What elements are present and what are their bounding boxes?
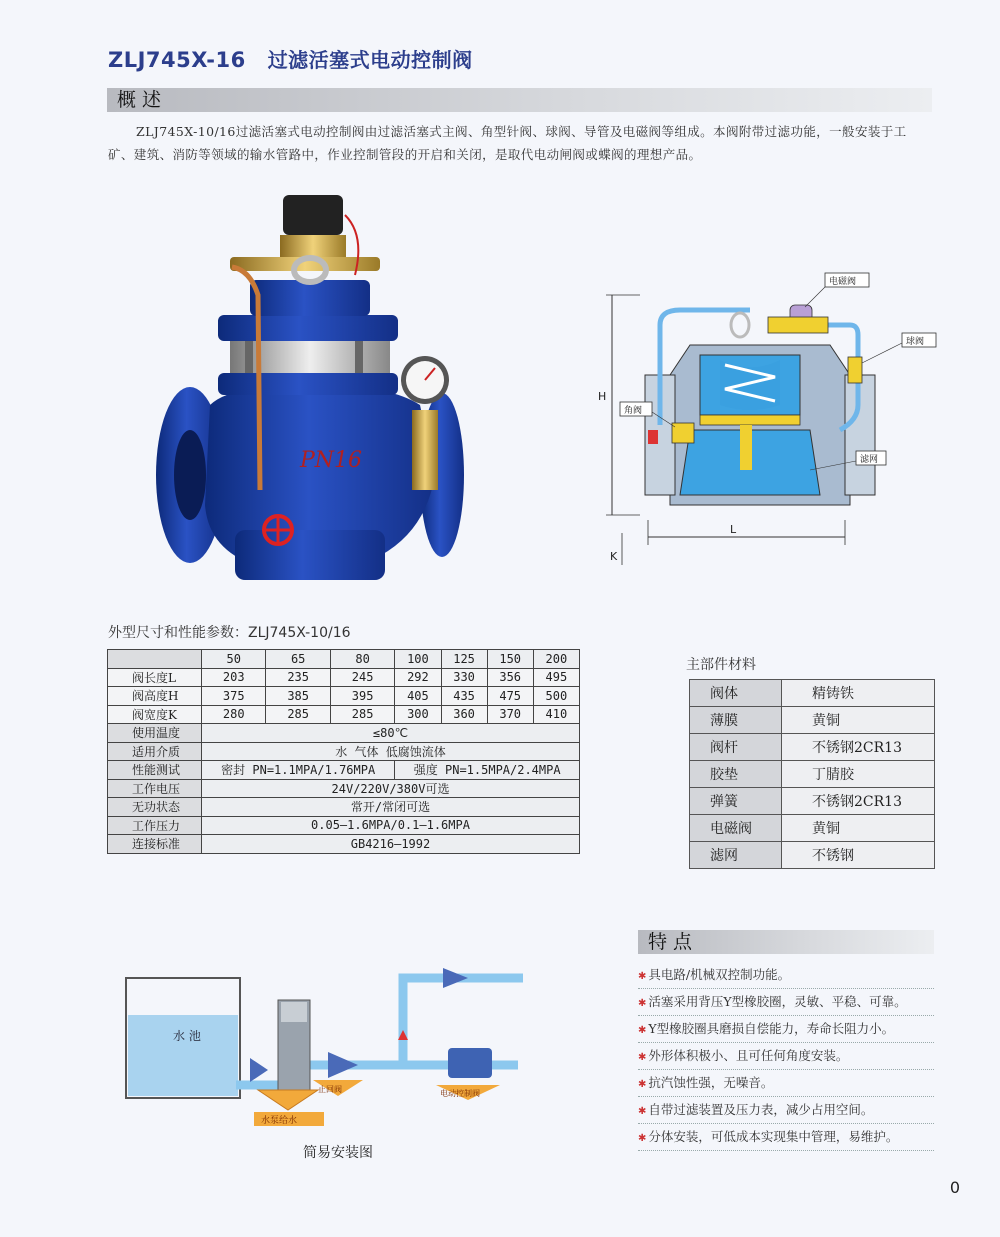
row-label: 工作电压 xyxy=(108,779,202,798)
pressure-marking: PN16 xyxy=(300,448,363,473)
bullet-icon: ✱ xyxy=(638,1106,647,1117)
bullet-icon: ✱ xyxy=(638,998,647,1009)
installation-caption: 简易安装图 xyxy=(303,1145,373,1161)
row-label: 性能测试 xyxy=(108,761,202,780)
table-row xyxy=(108,668,580,687)
table-cell: 375 xyxy=(202,687,266,706)
cross-section-schematic xyxy=(590,265,940,570)
list-item: ✱ 分体安装，可低成本实现集中管理，易维护。 xyxy=(638,1124,934,1151)
table-cell: 360 xyxy=(441,705,487,724)
control-valve xyxy=(448,1048,492,1078)
label-strainer: 滤网 xyxy=(860,455,879,465)
bullet-icon: ✱ xyxy=(638,971,647,982)
overview-text: ZLJ745X-10/16过滤活塞式电动控制阀由过滤活塞式主阀、角型针阀、球阀、导管及电磁阀等组成。本阀附带过滤功能，一般安装于工矿、建筑、消防等领域的输水管路中，作业控制管段的开启和关闭，是取代电动闸阀或蝶阀的理想产品。 xyxy=(108,124,907,162)
table-row xyxy=(690,842,935,869)
table-cell: 292 xyxy=(395,668,441,687)
row-label: 阀宽度K xyxy=(108,705,202,724)
table-cell: 356 xyxy=(487,668,533,687)
part-material: 丁腈胶 xyxy=(782,761,935,788)
dim-k-label: K xyxy=(610,550,618,563)
row-label: 工作压力 xyxy=(108,816,202,835)
table-row xyxy=(108,779,580,798)
part-material: 不锈钢 xyxy=(782,842,935,869)
part-material: 不锈钢2CR13 xyxy=(782,788,935,815)
list-item: ✱ 外形体积极小、且可任何角度安装。 xyxy=(638,1043,934,1070)
table-row xyxy=(108,724,580,743)
part-name: 薄膜 xyxy=(690,707,782,734)
table-cell: 密封 PN=1.1MPA/1.76MPA xyxy=(202,761,395,780)
table-row xyxy=(108,835,580,854)
model-number: ZLJ745X-16 xyxy=(108,48,246,72)
table-cell: 24V/220V/380V可选 xyxy=(202,779,580,798)
page-title xyxy=(108,44,473,73)
row-label: 阀长度L xyxy=(108,668,202,687)
row-label: 连接标准 xyxy=(108,835,202,854)
table-cell: 245 xyxy=(330,668,394,687)
table-row xyxy=(108,816,580,835)
dim-h-label: H xyxy=(598,390,607,403)
table-cell: 0.05—1.6MPA/0.1—1.6MPA xyxy=(202,816,580,835)
table-cell: 285 xyxy=(330,705,394,724)
label-ball-valve: 球阀 xyxy=(906,337,925,347)
bullet-icon: ✱ xyxy=(638,1052,647,1063)
table-cell: 水 气体 低腐蚀流体 xyxy=(202,742,580,761)
table-row xyxy=(690,707,935,734)
size-cell: 65 xyxy=(266,650,330,669)
part-name: 弹簧 xyxy=(690,788,782,815)
table-row xyxy=(690,815,935,842)
part-material: 不锈钢2CR13 xyxy=(782,734,935,761)
check-valve-label: 止回阀 xyxy=(318,1085,342,1094)
row-label: 适用介质 xyxy=(108,742,202,761)
row-label: 无功状态 xyxy=(108,798,202,817)
table-cell: 330 xyxy=(441,668,487,687)
table-cell: 强度 PN=1.5MPA/2.4MPA xyxy=(395,761,580,780)
features-list xyxy=(638,962,934,1151)
specs-table xyxy=(107,649,580,854)
table-cell: 385 xyxy=(266,687,330,706)
solenoid-coil xyxy=(283,195,343,235)
part-material: 精铸铁 xyxy=(782,680,935,707)
table-row xyxy=(108,705,580,724)
table-cell: 203 xyxy=(202,668,266,687)
page-number: 0 xyxy=(949,1178,960,1197)
part-material: 黄铜 xyxy=(782,815,935,842)
water-tank xyxy=(128,1015,238,1096)
dim-l-label: L xyxy=(730,523,737,536)
part-name: 电磁阀 xyxy=(690,815,782,842)
list-item: ✱ 具电路/机械双控制功能。 xyxy=(638,962,934,989)
product-name: 过滤活塞式电动控制阀 xyxy=(267,48,473,72)
materials-table xyxy=(689,679,935,869)
table-cell: 475 xyxy=(487,687,533,706)
part-material: 黄铜 xyxy=(782,707,935,734)
table-row xyxy=(690,680,935,707)
list-item: ✱ 抗汽蚀性强，无噪音。 xyxy=(638,1070,934,1097)
table-cell: 395 xyxy=(330,687,394,706)
part-name: 滤网 xyxy=(690,842,782,869)
steel-cylinder xyxy=(230,341,390,373)
table-cell: 300 xyxy=(395,705,441,724)
part-name: 胶垫 xyxy=(690,761,782,788)
valve-product-photo xyxy=(150,175,470,595)
size-cell: 50 xyxy=(202,650,266,669)
table-cell: 370 xyxy=(487,705,533,724)
specs-caption: 外型尺寸和性能参数：ZLJ745X-10/16 xyxy=(108,625,351,641)
overview-heading: 概述 xyxy=(117,89,168,111)
size-cell: 125 xyxy=(441,650,487,669)
table-row xyxy=(690,734,935,761)
overview-heading-bar xyxy=(107,88,932,112)
label-solenoid-valve: 电磁阀 xyxy=(829,277,857,287)
size-header-row xyxy=(108,650,580,669)
materials-caption: 主部件材料 xyxy=(686,657,756,673)
installation-diagram xyxy=(118,940,528,1135)
control-valve-label: 电动控制阀 xyxy=(440,1089,480,1098)
size-cell: 80 xyxy=(330,650,394,669)
label-angle-valve: 角阀 xyxy=(624,406,643,416)
table-cell: 500 xyxy=(533,687,579,706)
bullet-icon: ✱ xyxy=(638,1025,647,1036)
table-cell: 410 xyxy=(533,705,579,724)
list-item: ✱ 自带过滤装置及压力表，减少占用空间。 xyxy=(638,1097,934,1124)
part-name: 阀杆 xyxy=(690,734,782,761)
row-label: 阀高度H xyxy=(108,687,202,706)
table-cell: 235 xyxy=(266,668,330,687)
table-cell: 常开/常闭可选 xyxy=(202,798,580,817)
size-cell: 100 xyxy=(395,650,441,669)
table-cell: GB4216—1992 xyxy=(202,835,580,854)
pump-label: 水泵给水 xyxy=(261,1116,298,1126)
table-row xyxy=(690,788,935,815)
table-cell: 405 xyxy=(395,687,441,706)
size-cell: 150 xyxy=(487,650,533,669)
features-heading-bar xyxy=(638,930,934,954)
table-row xyxy=(108,742,580,761)
table-cell: 495 xyxy=(533,668,579,687)
table-cell: 435 xyxy=(441,687,487,706)
table-row xyxy=(108,798,580,817)
list-item: ✱ 活塞采用背压Y型橡胶圈，灵敏、平稳、可靠。 xyxy=(638,989,934,1016)
table-row xyxy=(690,761,935,788)
bullet-icon: ✱ xyxy=(638,1133,647,1144)
part-name: 阀体 xyxy=(690,680,782,707)
table-cell: ≤80℃ xyxy=(202,724,580,743)
list-item: ✱ Y型橡胶圈具磨损自偿能力，寿命长阻力小。 xyxy=(638,1016,934,1043)
size-cell: 200 xyxy=(533,650,579,669)
table-cell: 285 xyxy=(266,705,330,724)
table-row xyxy=(108,687,580,706)
tank-label: 水 池 xyxy=(173,1029,201,1043)
bullet-icon: ✱ xyxy=(638,1079,647,1090)
table-cell: 280 xyxy=(202,705,266,724)
table-row xyxy=(108,761,580,780)
row-label: 使用温度 xyxy=(108,724,202,743)
features-heading: 特点 xyxy=(648,931,699,953)
